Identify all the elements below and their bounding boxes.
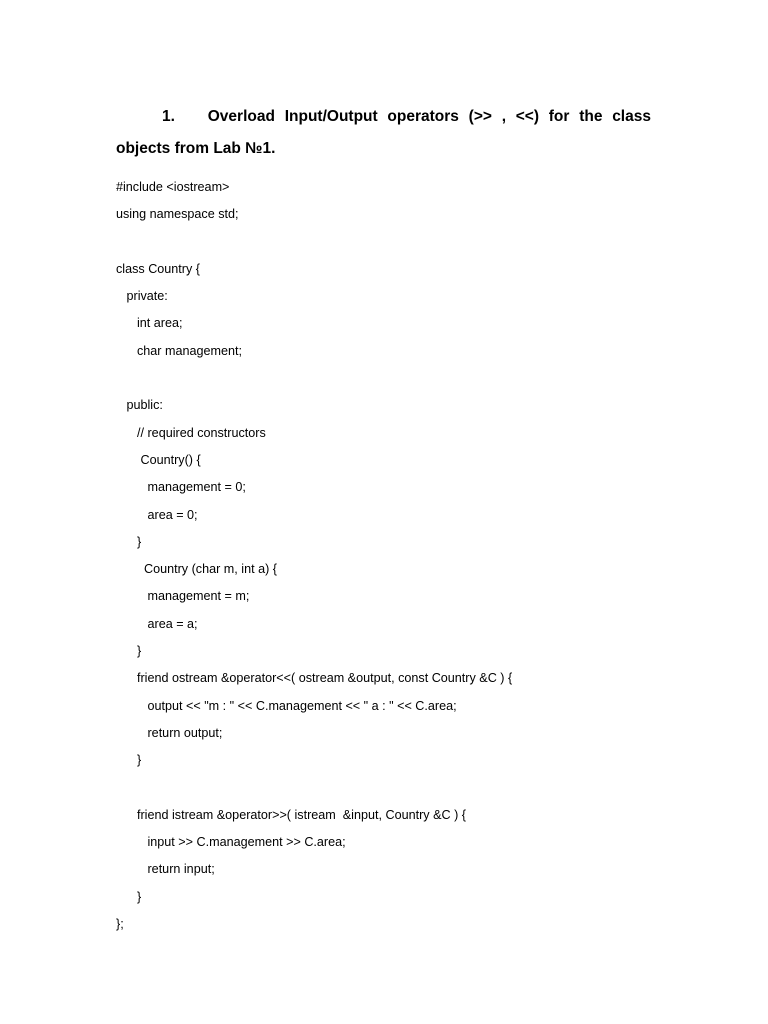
code-line: area = a; — [116, 616, 198, 631]
code-line: }; — [116, 917, 124, 932]
code-line — [116, 233, 512, 260]
code-line: Country() { — [116, 452, 201, 467]
code-line: } — [116, 534, 142, 549]
code-listing — [116, 178, 512, 942]
code-line: #include <iostream> — [116, 180, 230, 194]
heading-word: , — [501, 108, 506, 125]
code-line: Country (char m, int a) { — [116, 562, 277, 577]
code-line: class Country { — [116, 261, 200, 276]
code-line: } — [116, 753, 142, 768]
heading-word: for — [548, 108, 570, 125]
code-line: management = 0; — [116, 480, 246, 495]
code-line: input >> C.management >> C.area; — [116, 835, 346, 850]
heading-word: Overload — [207, 108, 275, 125]
code-line: } — [116, 644, 142, 659]
heading-word: Input/Output — [284, 108, 378, 125]
heading-title-line1 — [162, 106, 651, 128]
code-line: return output; — [116, 725, 223, 740]
heading-word: the — [579, 108, 603, 125]
code-line: int area; — [116, 316, 183, 331]
code-line: friend istream &operator>>( istream &input, Country &C ) { — [116, 807, 466, 822]
code-line: public: — [116, 398, 163, 413]
heading-number: 1. — [162, 108, 175, 125]
code-line: } — [116, 889, 142, 904]
heading-word: operators — [387, 108, 459, 125]
code-line: using namespace std; — [116, 207, 239, 222]
code-line: // required constructors — [116, 425, 266, 440]
code-line: management = m; — [116, 589, 250, 604]
code-line: friend ostream &operator<<( ostream &output, const Country &C ) { — [116, 671, 513, 686]
heading-word: class — [612, 108, 651, 125]
code-line — [116, 369, 512, 396]
code-line: output << "m : " << C.management << " a : " << C.area; — [116, 698, 457, 713]
heading-word: (>> — [468, 108, 492, 125]
code-line: char management; — [116, 343, 242, 358]
code-line: private: — [116, 289, 168, 304]
heading-title-line2: objects from Lab №1. — [116, 140, 276, 157]
heading-word: <<) — [515, 108, 540, 125]
code-line: area = 0; — [116, 507, 198, 522]
code-line: return input; — [116, 862, 215, 877]
code-line — [116, 779, 512, 806]
